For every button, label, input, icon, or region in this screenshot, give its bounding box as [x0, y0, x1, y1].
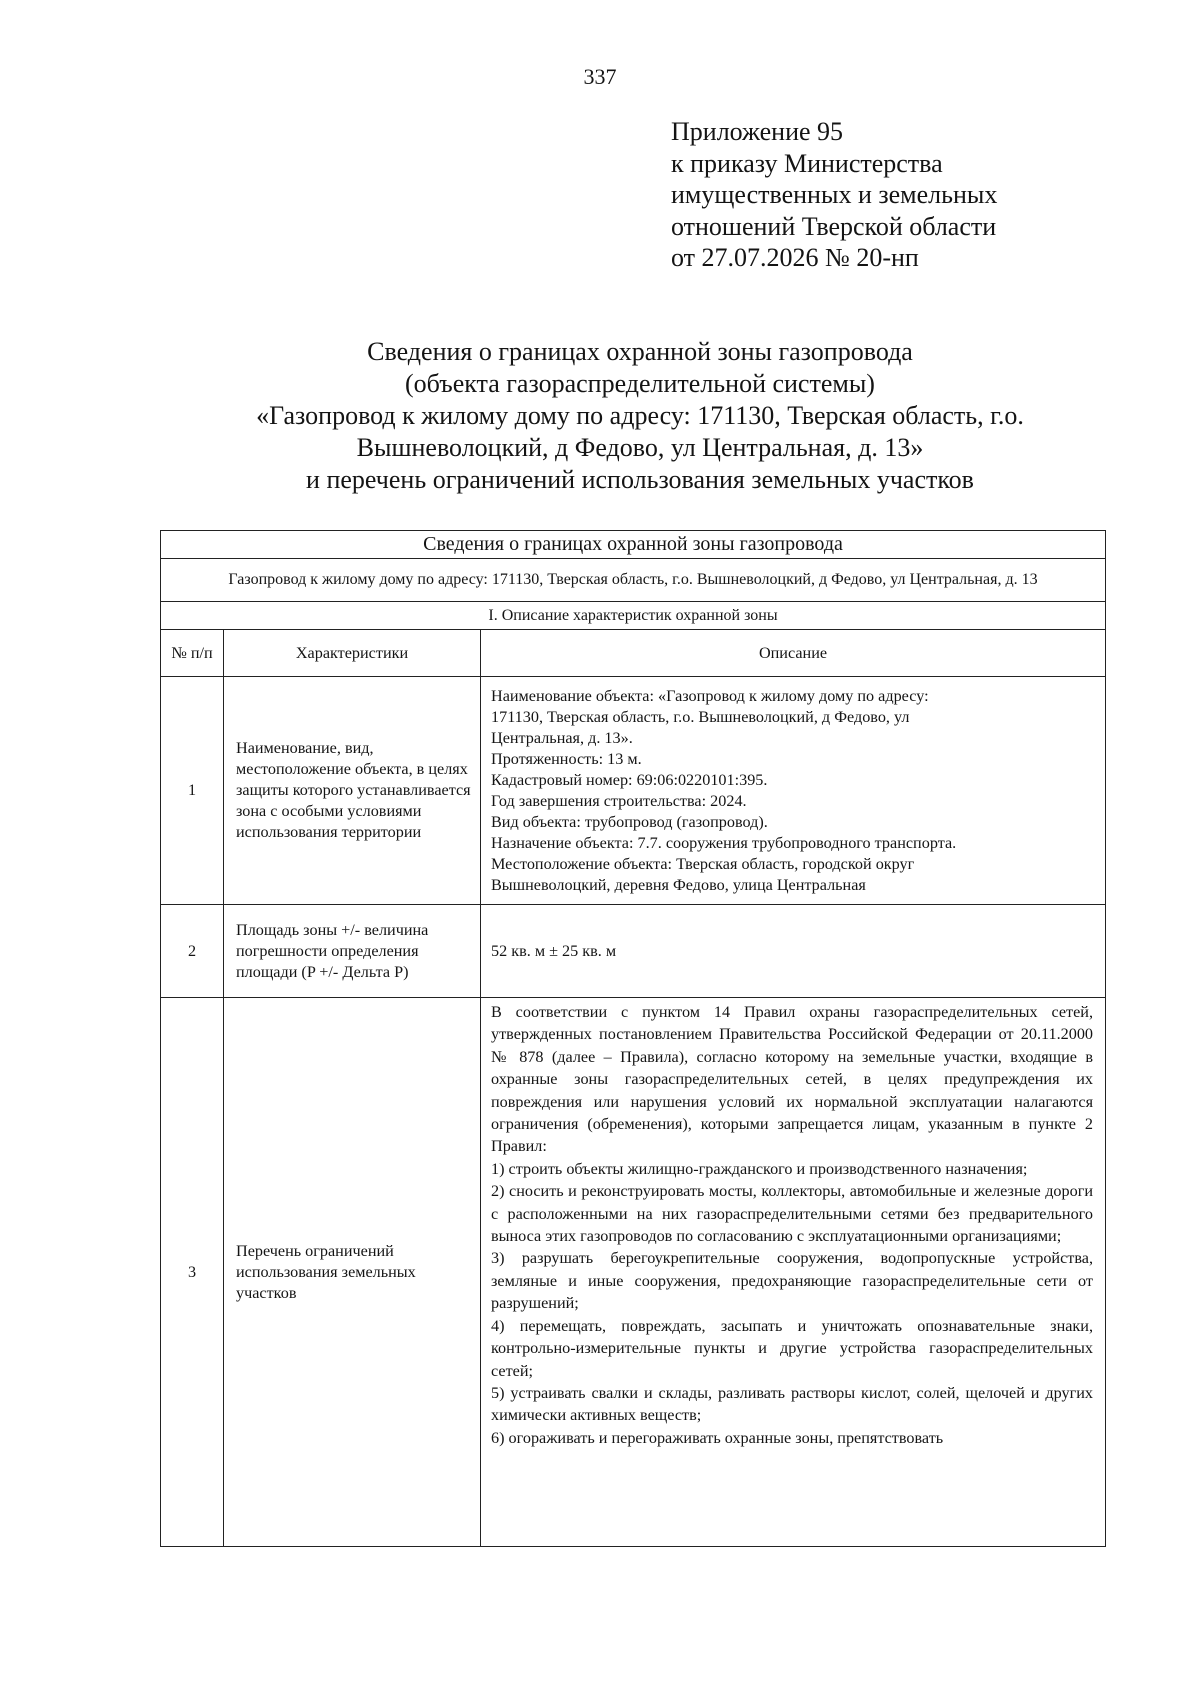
zone-info-table [160, 530, 1106, 1547]
description-line: Назначение объекта: 7.7. сооружения трубопроводного транспорта. [491, 833, 957, 852]
description-line: Кадастровый номер: 69:06:0220101:395. [491, 770, 768, 789]
restriction-paragraph: 4) перемещать, повреждать, засыпать и уничтожать опознавательные знаки, контрольно-измерительные пункты и другие устройства газораспределительных сетей; [491, 1316, 1094, 1380]
restriction-paragraph: 2) сносить и реконструировать мосты, коллекторы, автомобильные и железные дороги с расположенными на них газораспределительными сетями без предварительного выноса этих газопроводов по согласованию с эксплуатационными организациями; [491, 1182, 1094, 1246]
document-title [160, 336, 1120, 496]
appendix-line: отношений Тверской области [671, 211, 997, 241]
row-number: 3 [161, 998, 224, 1547]
description-line: Год завершения строительства: 2024. [491, 791, 747, 810]
row-number: 2 [161, 905, 224, 998]
row-characteristic: Наименование, вид, местоположение объекта, в целях защиты которого устанавливается зона с особыми условиями использования территории [224, 677, 481, 905]
description-line: Вышневолоцкий, деревня Федово, улица Центральная [491, 875, 866, 894]
row-description [481, 677, 1106, 905]
table-object-header: Газопровод к жилому дому по адресу: 171130, Тверская область, г.о. Вышневолоцкий, д Федово, ул Центральная, д. 13 [161, 559, 1106, 602]
row-description [481, 998, 1106, 1547]
title-line: (объекта газораспределительной системы) [405, 369, 875, 398]
table-row [161, 905, 1106, 998]
restrictions-text [491, 1001, 1093, 1546]
description-line: Местоположение объекта: Тверская область, городской округ [491, 854, 915, 873]
row-number: 1 [161, 677, 224, 905]
restriction-paragraph: В соответствии с пунктом 14 Правил охраны газораспределительных сетей, утвержденных постановлением Правительства Российской Федерации от 20.11.2000 № 878 (далее – Правила), согласно которому на земельные участки, входящие в охранные зоны газораспределительных сетей, в целях предупреждения их повреждения или нарушения условий их нормальной эксплуатации налагаются ограничения (обременения), которыми запрещается лицам, указанным в пункте 2 Правил: [491, 1003, 1094, 1156]
appendix-block [671, 116, 997, 274]
table-section-header: I. Описание характеристик охранной зоны [161, 602, 1106, 630]
table-main-header: Сведения о границах охранной зоны газопровода [161, 531, 1106, 559]
column-header-characteristic: Характеристики [224, 630, 481, 677]
row-description: 52 кв. м ± 25 кв. м [481, 905, 1106, 998]
description-line: Центральная, д. 13». [491, 728, 633, 747]
appendix-line: к приказу Министерства [671, 148, 943, 178]
title-line: «Газопровод к жилому дому по адресу: 171130, Тверская область, г.о. [256, 401, 1024, 430]
table-row [161, 998, 1106, 1547]
row-characteristic: Перечень ограничений использования земельных участков [224, 998, 481, 1547]
description-line: 171130, Тверская область, г.о. Вышневолоцкий, д Федово, ул [491, 707, 910, 726]
column-header-description: Описание [481, 630, 1106, 677]
row-characteristic: Площадь зоны +/- величина погрешности определения площади (P +/- Дельта P) [224, 905, 481, 998]
appendix-line: имущественных и земельных [671, 180, 998, 209]
description-line: Протяженность: 13 м. [491, 749, 642, 768]
title-line: Вышневолоцкий, д Федово, ул Центральная, д. 13» [356, 433, 924, 462]
table-row [161, 677, 1106, 905]
restriction-paragraph: 3) разрушать берегоукрепительные сооружения, водопропускные устройства, земляные и иные сооружения, предохраняющие газораспределительные сети от разрушений; [491, 1249, 1094, 1313]
restriction-paragraph: 6) огораживать и перегораживать охранные зоны, препятствовать [491, 1428, 944, 1447]
page-number: 337 [583, 64, 617, 89]
description-line: Вид объекта: трубопровод (газопровод). [491, 812, 768, 831]
description-line: Наименование объекта: «Газопровод к жилому дому по адресу: [491, 686, 929, 705]
appendix-line: от 27.07.2026 № 20-нп [671, 243, 919, 272]
title-line: и перечень ограничений использования земельных участков [306, 465, 974, 494]
restriction-paragraph: 5) устраивать свалки и склады, разливать растворы кислот, солей, щелочей и других химически активных веществ; [491, 1383, 1094, 1425]
title-line: Сведения о границах охранной зоны газопровода [367, 337, 913, 366]
column-header-row [161, 630, 1106, 677]
appendix-line: Приложение 95 [671, 117, 844, 146]
column-header-num: № п/п [161, 630, 224, 677]
restriction-paragraph: 1) строить объекты жилищно-гражданского и производственного назначения; [491, 1159, 1028, 1178]
